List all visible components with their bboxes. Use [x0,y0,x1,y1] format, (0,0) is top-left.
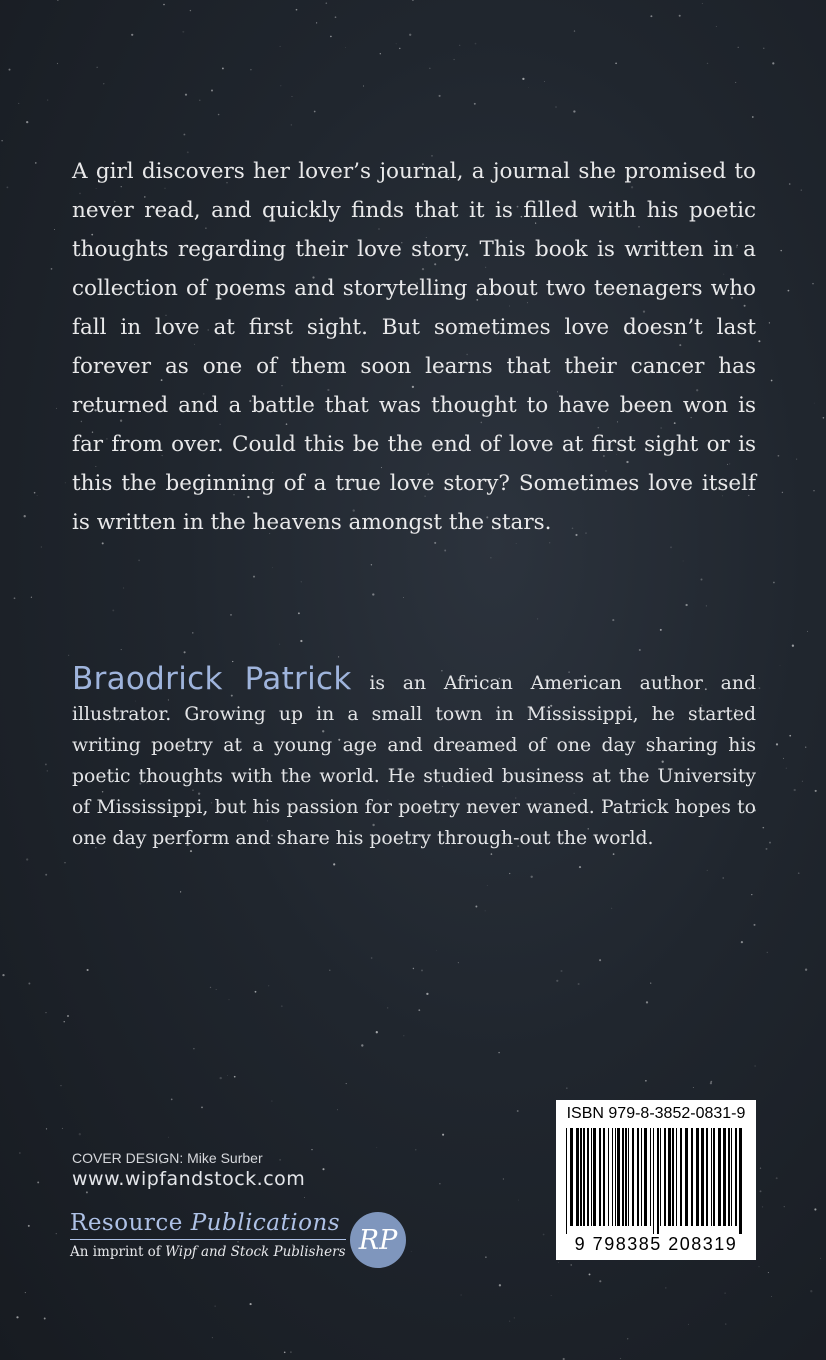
publisher-website: www.wipfandstock.com [72,1168,306,1190]
cover-design-credit [72,1150,263,1166]
isbn-barcode [556,1100,756,1260]
cover-design-label: COVER DESIGN: [72,1150,184,1166]
publisher-name-part2: Publications [190,1210,341,1236]
publisher-name-part1: Resource [70,1210,183,1236]
cover-designer-name: Mike Surber [187,1150,263,1166]
imprint-prefix: An imprint of [70,1244,161,1260]
author-name: Braodrick Patrick [72,661,352,697]
isbn-label: ISBN 979-8-3852-0831-9 [566,1105,746,1122]
author-bio-text: is an African American author and illustrator. Growing up in a small town in Mississippi, he started writing poetry at a young age and dreamed of one day sharing his poetic thoughts with the world. He studied business at the University of Mississippi, but his passion for poetry never waned. Patrick hopes to one day perform and share his poetry through-out the world. [72,673,756,849]
rp-logo-icon: RP [350,1212,406,1268]
barcode-bars [564,1128,748,1234]
author-bio [72,661,756,854]
imprint-name: Wipf and Stock Publishers [165,1244,346,1260]
publisher-block [70,1210,346,1260]
publisher-imprint [70,1244,346,1260]
barcode-digits: 9 798385 208319 [574,1234,738,1254]
publisher-name [70,1210,346,1240]
book-blurb: A girl discovers her lover’s journal, a journal she promised to never read, and quickly finds that it is filled with his poetic thoughts regarding their love story. This book is written in a collection of poems and storytelling about two teenagers who fall in love at first sight. But sometimes love doesn’t last forever as one of them soon learns that their cancer has returned and a battle that was thought to have been won is far from over. Could this be the end of love at first sight or is this the beginning of a true love story? Sometimes love itself is written in the heavens amongst the stars. [72,159,756,535]
